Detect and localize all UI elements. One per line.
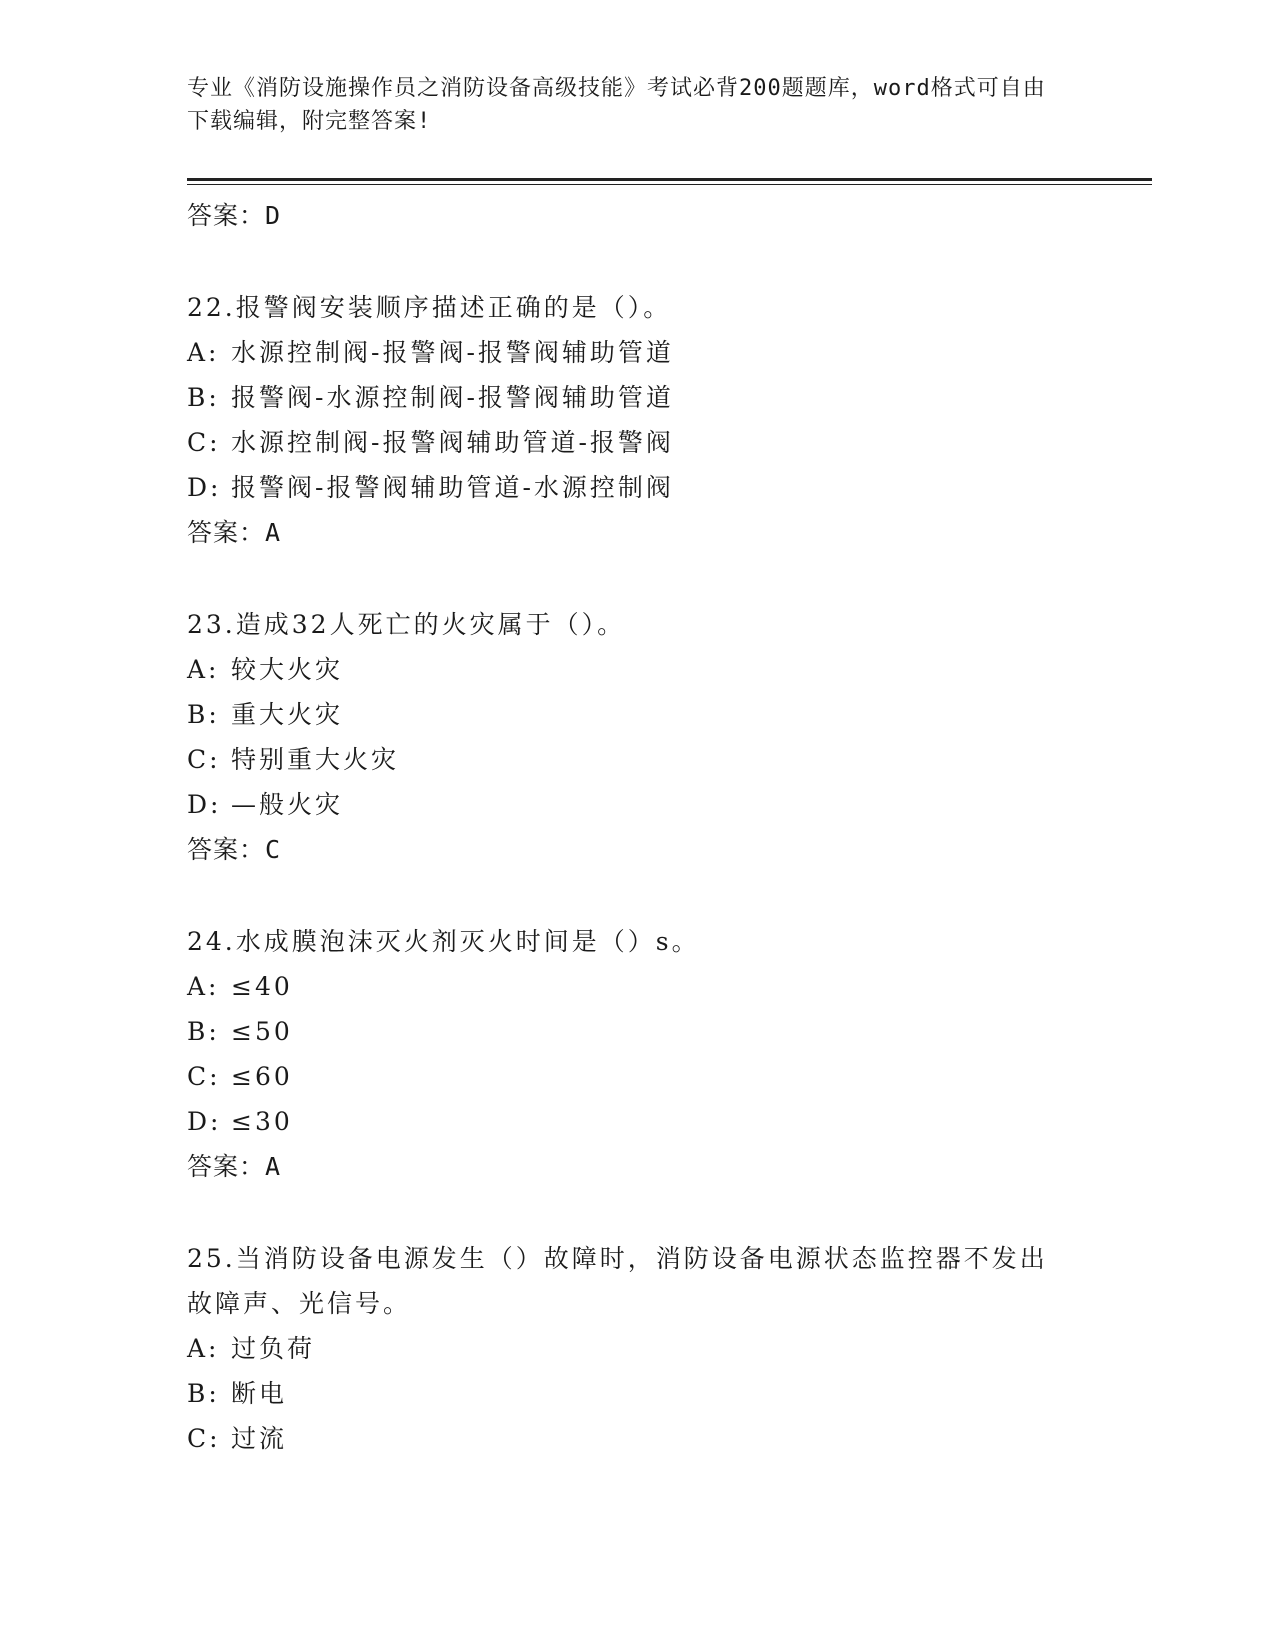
option-text: 报警阀-水源控制阀-报警阀辅助管道 <box>231 383 674 412</box>
question-stem: 22.报警阀安装顺序描述正确的是（）。 <box>187 293 672 322</box>
option-letter: C: <box>187 1424 221 1453</box>
option-letter: A: <box>187 655 220 684</box>
option-a <box>187 964 1147 1009</box>
option-letter: B: <box>187 383 220 412</box>
option-text: —般火灾 <box>231 790 344 819</box>
option-c <box>187 1416 1147 1461</box>
option-letter: C: <box>187 745 221 774</box>
option-a <box>187 1326 1147 1371</box>
option-letter: B: <box>187 700 220 729</box>
option-a <box>187 647 1147 692</box>
header-divider <box>187 178 1152 185</box>
option-a <box>187 330 1147 375</box>
option-letter: A: <box>187 338 220 367</box>
option-text: 水源控制阀-报警阀辅助管道-报警阀 <box>231 428 674 457</box>
option-b <box>187 1009 1147 1054</box>
option-text: 过负荷 <box>231 1334 316 1363</box>
option-b <box>187 375 1147 420</box>
option-c <box>187 737 1147 782</box>
option-text: 较大火灾 <box>231 655 344 684</box>
answer-line: 答案：A <box>187 518 282 547</box>
option-letter: B: <box>187 1379 220 1408</box>
option-letter: A: <box>187 972 220 1001</box>
option-letter: C: <box>187 1062 221 1091</box>
option-d <box>187 782 1147 827</box>
document-intro: 专业《消防设施操作员之消防设备高级技能》考试必背200题题库，word格式可自由下载编辑，附完整答案! <box>187 76 1046 134</box>
previous-answer: 答案：D <box>187 201 282 230</box>
option-text: ≤40 <box>231 972 293 1001</box>
option-letter: D: <box>187 473 222 502</box>
option-text: 报警阀-报警阀辅助管道-水源控制阀 <box>231 473 674 502</box>
option-letter: B: <box>187 1017 220 1046</box>
question-22 <box>187 285 1147 555</box>
question-stem: 25.当消防设备电源发生（）故障时，消防设备电源状态监控器不发出故障声、光信号。 <box>187 1244 1048 1318</box>
question-23 <box>187 602 1147 872</box>
option-c <box>187 1054 1147 1099</box>
option-text: ≤30 <box>231 1107 293 1136</box>
answer-line: 答案：A <box>187 1152 282 1181</box>
option-text: 重大火灾 <box>231 700 344 729</box>
option-letter: D: <box>187 1107 222 1136</box>
option-letter: C: <box>187 428 221 457</box>
option-letter: D: <box>187 790 222 819</box>
question-stem: 24.水成膜泡沫灭火剂灭火时间是（）s。 <box>187 927 700 956</box>
option-c <box>187 420 1147 465</box>
option-text: 过流 <box>231 1424 288 1453</box>
question-25 <box>187 1236 1147 1461</box>
option-b <box>187 692 1147 737</box>
option-letter: A: <box>187 1334 220 1363</box>
option-text: 断电 <box>231 1379 288 1408</box>
document-page <box>187 72 1147 1461</box>
option-text: ≤50 <box>231 1017 293 1046</box>
answer-line: 答案：C <box>187 835 282 864</box>
option-b <box>187 1371 1147 1416</box>
option-text: 特别重大火灾 <box>231 745 400 774</box>
option-d <box>187 465 1147 510</box>
question-stem: 23.造成32人死亡的火灾属于（）。 <box>187 610 626 639</box>
option-d <box>187 1099 1147 1144</box>
option-text: 水源控制阀-报警阀-报警阀辅助管道 <box>231 338 674 367</box>
option-text: ≤60 <box>231 1062 293 1091</box>
question-24 <box>187 919 1147 1189</box>
